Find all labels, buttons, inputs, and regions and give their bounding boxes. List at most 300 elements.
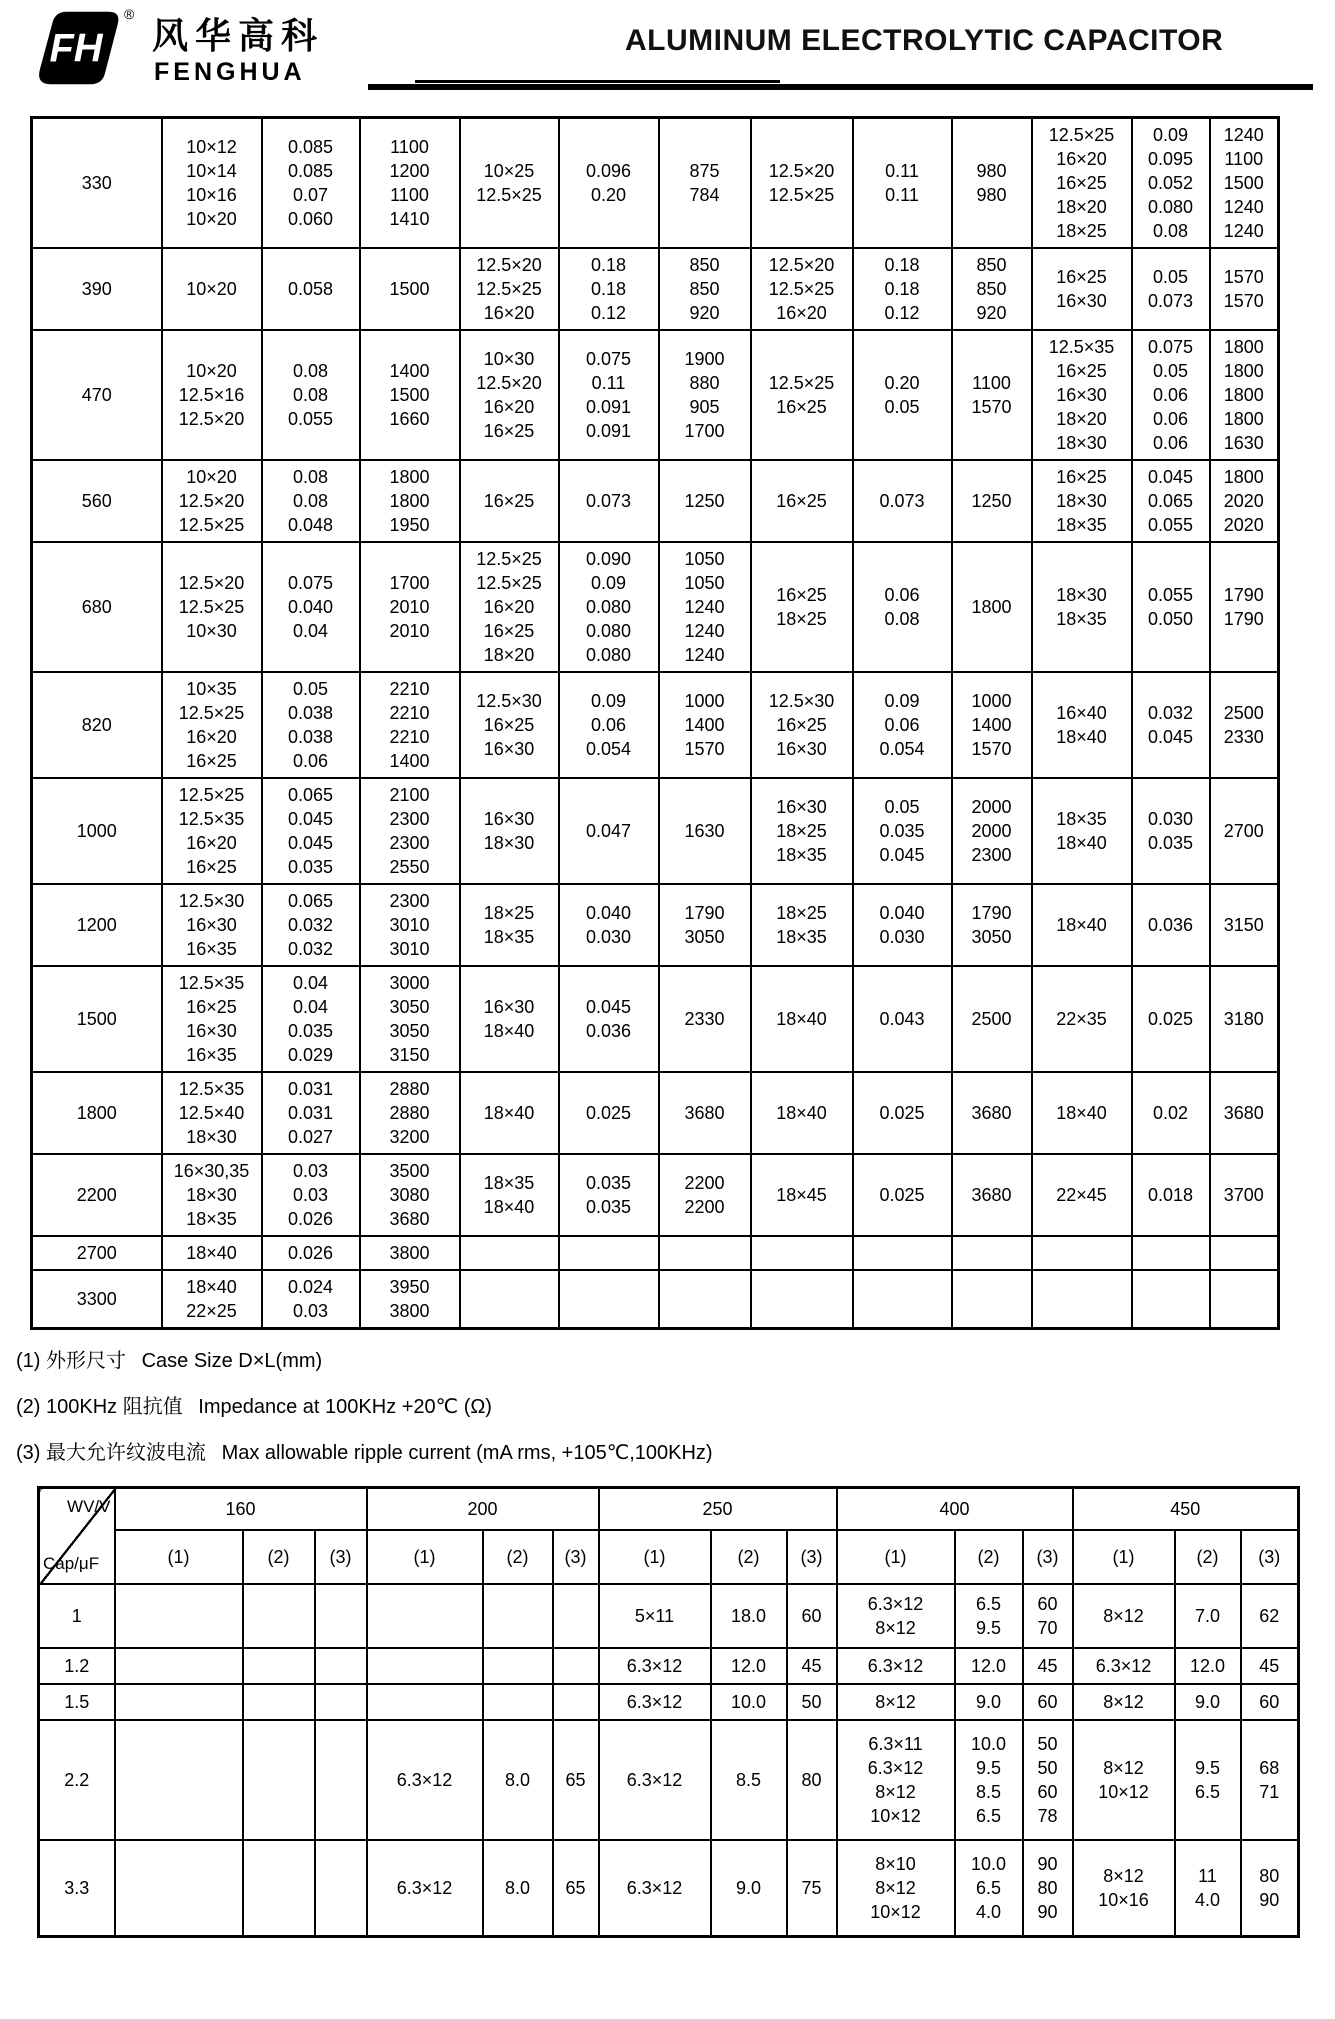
impedance-cell	[243, 1584, 315, 1648]
table-row	[32, 884, 1279, 966]
cell-line: 3050	[389, 1021, 430, 1041]
cell-line: 1800	[389, 467, 430, 487]
ripple-current-cell	[952, 1154, 1032, 1236]
cell-line: 6.5	[1194, 1782, 1221, 1802]
impedance-cell	[711, 1840, 787, 1936]
case-size-cell	[751, 884, 853, 966]
cell-line: 0.05	[884, 797, 920, 817]
cell-line: 0.029	[287, 1045, 334, 1065]
cell-line: 60	[801, 1606, 822, 1626]
case-size-cell	[1032, 460, 1132, 542]
case-size-cell	[751, 966, 853, 1072]
cell-line: 1630	[1223, 433, 1264, 453]
cell-line: 784	[689, 185, 720, 205]
cell-line: 1410	[389, 209, 430, 229]
page-title: ALUMINUM ELECTROLYTIC CAPACITOR	[625, 24, 1224, 57]
cell-line: 16×25	[483, 491, 535, 511]
cell-line: 10×30	[483, 349, 535, 369]
cell-line: 2550	[389, 857, 430, 877]
ripple-current-cell	[659, 542, 751, 672]
cell-line: 16×40	[1056, 703, 1107, 723]
impedance-cell	[559, 248, 659, 330]
capacitance-cell: 1800	[32, 1072, 162, 1154]
cell-line: 0.045	[879, 845, 925, 865]
cell-line: 60	[1259, 1692, 1280, 1712]
page-header	[0, 0, 1335, 108]
cell-line: 1500	[1223, 173, 1264, 193]
impedance-cell	[1175, 1840, 1241, 1936]
impedance-cell	[559, 460, 659, 542]
impedance-cell	[262, 542, 360, 672]
ripple-current-cell	[787, 1720, 837, 1840]
cell-line: 16×20	[483, 597, 535, 617]
cell-line: 1000	[684, 691, 725, 711]
cell-line: 18×25	[776, 821, 827, 841]
impedance-cell	[1132, 248, 1210, 330]
cell-line: 18×30	[1056, 585, 1107, 605]
ripple-current-cell	[952, 966, 1032, 1072]
impedance-cell	[262, 1270, 360, 1329]
ripple-current-cell	[1210, 1072, 1279, 1154]
case-size-cell	[460, 248, 559, 330]
cell-line: 8×12	[875, 1692, 916, 1712]
cell-line: 12.5×20	[768, 161, 835, 181]
cell-line: 16×25	[1056, 173, 1107, 193]
table-row	[32, 672, 1279, 778]
cell-line: 12.5×30	[178, 891, 245, 911]
case-size-cell	[751, 1270, 853, 1329]
cell-line: 1240	[1223, 197, 1264, 217]
cell-line: 0.096	[585, 161, 632, 181]
cell-line: 9.0	[975, 1692, 1002, 1712]
impedance-cell	[1132, 460, 1210, 542]
cell-line: 8×12	[1103, 1758, 1144, 1778]
case-size-cell	[162, 1072, 262, 1154]
cell-line: 60	[1037, 1782, 1058, 1802]
cell-line: 18×20	[1056, 197, 1107, 217]
cell-line: 18×35	[1056, 809, 1107, 829]
case-size-cell	[1073, 1648, 1175, 1684]
cell-line: 6.3×12	[867, 1594, 924, 1614]
cell-line: 0.02	[1152, 1103, 1189, 1123]
case-size-cell	[751, 1072, 853, 1154]
ripple-current-cell	[659, 330, 751, 460]
cell-line: 0.11	[885, 161, 919, 181]
cell-line: 12.5×20	[768, 255, 835, 275]
cell-line: 6.3×11	[868, 1734, 923, 1754]
ripple-current-cell	[360, 330, 460, 460]
cell-line: 6.3×12	[626, 1692, 683, 1712]
cell-line: 0.024	[287, 1277, 334, 1297]
cell-line: 0.073	[585, 491, 632, 511]
case-size-cell	[599, 1840, 711, 1936]
cell-line: 16×25	[483, 421, 535, 441]
case-size-cell	[460, 1154, 559, 1236]
cell-line: 0.045	[1147, 727, 1194, 747]
cell-line: 6.3×12	[626, 1770, 683, 1790]
cell-line: 0.025	[879, 1103, 925, 1123]
ripple-current-cell	[1241, 1684, 1299, 1720]
impedance-cell	[1132, 330, 1210, 460]
impedance-cell	[853, 1072, 952, 1154]
impedance-cell	[711, 1720, 787, 1840]
cell-line: 18×35	[776, 927, 827, 947]
cell-line: 18×40	[483, 1103, 535, 1123]
cell-line: 16×30	[1056, 385, 1107, 405]
case-size-cell	[460, 460, 559, 542]
capacitance-cell: 330	[32, 118, 162, 249]
column-index-header: (1)	[1073, 1530, 1175, 1584]
ripple-current-cell	[1210, 778, 1279, 884]
cell-line: 10×16	[1098, 1889, 1149, 1910]
ripple-current-cell	[952, 1072, 1032, 1154]
cell-line: 18×40	[483, 1197, 535, 1217]
ripple-current-cell	[1023, 1684, 1073, 1720]
cell-line: 8.5	[735, 1770, 762, 1790]
column-index-header: (3)	[1241, 1530, 1299, 1584]
column-index-header: (1)	[367, 1530, 483, 1584]
case-size-cell	[1032, 118, 1132, 249]
impedance-cell	[1175, 1684, 1241, 1720]
cell-line: 12.5×25	[768, 185, 835, 205]
cell-line: 0.18	[590, 279, 627, 299]
cell-line: 8×12	[875, 1877, 916, 1898]
ripple-current-cell	[659, 884, 751, 966]
case-size-cell	[1032, 672, 1132, 778]
voltage-header: 400	[837, 1488, 1073, 1531]
case-size-cell	[162, 330, 262, 460]
impedance-cell	[243, 1840, 315, 1936]
ripple-current-cell	[360, 672, 460, 778]
cell-line: 2880	[389, 1079, 430, 1099]
cell-line: 10×20	[186, 279, 237, 299]
ripple-current-cell	[315, 1584, 367, 1648]
column-index-header: (2)	[243, 1530, 315, 1584]
ripple-current-cell	[1023, 1584, 1073, 1648]
table-row	[39, 1684, 1299, 1720]
case-size-cell	[162, 672, 262, 778]
cell-line: 0.026	[287, 1243, 334, 1263]
cell-line: 0.050	[1147, 609, 1194, 629]
ripple-current-cell	[787, 1584, 837, 1648]
cell-line: 12.5×25	[1048, 125, 1115, 145]
cell-line: 0.045	[287, 809, 334, 829]
cell-line: 3150	[389, 1045, 430, 1065]
cell-line: 920	[689, 303, 720, 323]
case-size-cell	[367, 1720, 483, 1840]
capacitance-cell: 2200	[32, 1154, 162, 1236]
case-size-cell	[460, 1072, 559, 1154]
case-size-cell	[751, 118, 853, 249]
cell-line: 0.18	[590, 255, 627, 275]
ripple-current-cell	[553, 1720, 599, 1840]
cell-line: 18×35	[1056, 515, 1107, 535]
cell-line: 0.035	[585, 1197, 632, 1217]
ripple-current-cell	[360, 966, 460, 1072]
cell-line: 0.036	[585, 1021, 632, 1041]
impedance-cell	[1132, 778, 1210, 884]
cell-line: 0.065	[287, 785, 334, 805]
cell-line: 18×25	[1056, 221, 1107, 241]
cell-line: 0.05	[1152, 361, 1189, 381]
case-size-cell	[115, 1648, 243, 1684]
impedance-cell	[1132, 1270, 1210, 1329]
cell-line: 18×30	[186, 1185, 237, 1205]
impedance-cell	[1132, 1236, 1210, 1270]
impedance-cell	[559, 966, 659, 1072]
impedance-cell	[483, 1840, 553, 1936]
table-row	[32, 1072, 1279, 1154]
cell-line: 2200	[684, 1173, 725, 1193]
ripple-current-cell	[952, 1270, 1032, 1329]
cell-line: 0.026	[287, 1209, 334, 1229]
cell-line: 3010	[389, 915, 430, 935]
column-index-header: (3)	[553, 1530, 599, 1584]
case-size-cell	[1073, 1840, 1175, 1936]
column-index-header: (1)	[115, 1530, 243, 1584]
case-size-cell	[460, 330, 559, 460]
cell-line: 2010	[389, 621, 430, 641]
capacitance-cell: 390	[32, 248, 162, 330]
table-row	[39, 1584, 1299, 1648]
cell-line: 1800	[1223, 409, 1264, 429]
cell-line: 8×12	[875, 1782, 916, 1802]
impedance-cell	[1132, 1072, 1210, 1154]
cell-line: 0.091	[585, 421, 632, 441]
cell-line: 1000	[971, 691, 1012, 711]
cell-line: 1570	[971, 397, 1012, 417]
case-size-cell	[837, 1584, 955, 1648]
cell-line: 18×40	[1056, 833, 1107, 853]
column-index-header: (1)	[837, 1530, 955, 1584]
ripple-current-cell	[360, 778, 460, 884]
cell-line: 0.04	[292, 973, 329, 993]
cell-line: 1800	[1223, 361, 1264, 381]
table-row	[32, 778, 1279, 884]
cell-line: 18×45	[776, 1185, 827, 1205]
capacitance-cell: 680	[32, 542, 162, 672]
ripple-current-cell	[659, 248, 751, 330]
cell-line: 2210	[389, 703, 430, 723]
capacitance-cell: 820	[32, 672, 162, 778]
case-size-cell	[115, 1840, 243, 1936]
cell-line: 1400	[971, 715, 1012, 735]
case-size-cell	[367, 1684, 483, 1720]
cell-line: 1950	[389, 515, 430, 535]
cell-line: 1250	[971, 491, 1012, 511]
impedance-cell	[853, 330, 952, 460]
cell-line: 0.08	[884, 609, 920, 629]
cell-line: 0.045	[585, 997, 632, 1017]
cell-line: 16×20	[776, 303, 827, 323]
cell-line: 70	[1037, 1618, 1058, 1638]
impedance-cell	[262, 248, 360, 330]
impedance-cell	[262, 460, 360, 542]
table-row	[32, 1270, 1279, 1329]
cell-line: 3700	[1223, 1185, 1264, 1205]
impedance-cell	[559, 778, 659, 884]
case-size-cell	[837, 1840, 955, 1936]
cell-line: 16×25	[483, 621, 535, 641]
cell-line: 2880	[389, 1103, 430, 1123]
column-index-header: (3)	[787, 1530, 837, 1584]
cell-line: 12.5×35	[178, 973, 245, 993]
cell-line: 65	[565, 1770, 586, 1790]
brand-name-chinese: 风华高科	[152, 15, 325, 56]
cell-line: 12.5×40	[178, 1103, 245, 1123]
cell-line: 12.5×25	[476, 185, 542, 205]
cell-line: 0.040	[287, 597, 334, 617]
cell-line: 0.075	[585, 349, 632, 369]
cell-line: 65	[565, 1877, 586, 1898]
cell-line: 18×20	[1056, 409, 1107, 429]
cell-line: 16×25	[776, 491, 827, 511]
cell-line: 0.035	[287, 1021, 334, 1041]
cell-line: 0.073	[1147, 291, 1194, 311]
cell-line: 1400	[389, 751, 430, 771]
ripple-current-cell	[553, 1684, 599, 1720]
ripple-current-cell	[1023, 1840, 1073, 1936]
cell-line: 1700	[389, 573, 430, 593]
ripple-current-cell	[1210, 460, 1279, 542]
cell-line: 1200	[389, 161, 430, 181]
case-size-cell	[1032, 1154, 1132, 1236]
cell-line: 0.080	[585, 621, 632, 641]
ripple-current-cell	[952, 460, 1032, 542]
cell-line: 2000	[971, 797, 1012, 817]
cell-line: 0.035	[879, 821, 925, 841]
cell-line: 3050	[389, 997, 430, 1017]
cell-line: 3080	[389, 1185, 430, 1205]
cell-line: 18×30	[1056, 491, 1107, 511]
cell-line: 80	[1037, 1877, 1058, 1898]
cell-line: 3200	[389, 1127, 430, 1147]
cell-line: 12.5×35	[1048, 337, 1115, 357]
table-row	[32, 118, 1279, 249]
cell-line: 16×30	[483, 997, 535, 1017]
impedance-cell	[1175, 1720, 1241, 1840]
footnote-ripple-current	[16, 1440, 1335, 1466]
cell-line: 3000	[389, 973, 430, 993]
cell-line: 0.09	[1152, 125, 1189, 145]
column-index-header: (3)	[1023, 1530, 1073, 1584]
footnote-impedance	[16, 1394, 1335, 1420]
cell-line: 2200	[684, 1197, 725, 1217]
cell-line: 90	[1259, 1889, 1280, 1910]
cell-line: 45	[1259, 1656, 1280, 1676]
ripple-current-cell	[360, 1072, 460, 1154]
cell-line: 16×25	[776, 585, 827, 605]
cell-line: 10×20	[186, 467, 237, 487]
cell-line: 11	[1198, 1865, 1217, 1886]
cell-line: 10×14	[186, 161, 237, 181]
cell-line: 1250	[684, 491, 725, 511]
cell-line: 0.058	[287, 279, 334, 299]
ripple-current-cell	[315, 1720, 367, 1840]
case-size-cell	[367, 1840, 483, 1936]
cell-line: 22×45	[1056, 1185, 1107, 1205]
cell-line: 18.0	[730, 1606, 767, 1626]
impedance-cell	[559, 1154, 659, 1236]
capacitance-cell: 3300	[32, 1270, 162, 1329]
cell-line: 850	[976, 279, 1007, 299]
cell-line: 1570	[684, 739, 725, 759]
column-index-header: (1)	[599, 1530, 711, 1584]
cell-line: 16×30	[776, 797, 827, 817]
footnote-number: (2)	[16, 1396, 41, 1418]
cell-line: 18×40	[776, 1009, 827, 1029]
impedance-cell	[711, 1584, 787, 1648]
corner-label-capacitance: Cap/μF	[43, 1554, 100, 1573]
cell-line: 90	[1037, 1901, 1058, 1922]
cell-line: 0.05	[1152, 267, 1189, 287]
cell-line: 920	[976, 303, 1007, 323]
cell-line: 16×20	[186, 833, 237, 853]
cell-line: 850	[689, 279, 720, 299]
cell-line: 1790	[1223, 585, 1264, 605]
cell-line: 0.04	[292, 997, 329, 1017]
ripple-current-cell	[1210, 1270, 1279, 1329]
cell-line: 0.09	[590, 573, 627, 593]
ripple-current-cell	[360, 1154, 460, 1236]
cell-line: 6.3×12	[1095, 1656, 1152, 1676]
impedance-cell	[711, 1648, 787, 1684]
ripple-current-cell	[553, 1648, 599, 1684]
cell-line: 1790	[1223, 609, 1264, 629]
impedance-cell	[1132, 966, 1210, 1072]
cell-line: 3150	[1223, 915, 1264, 935]
case-size-cell	[460, 884, 559, 966]
cell-line: 0.08	[292, 385, 329, 405]
ripple-current-cell	[1023, 1648, 1073, 1684]
cell-line: 18×30	[1056, 433, 1107, 453]
cell-line: 0.091	[585, 397, 632, 417]
case-size-cell	[1032, 778, 1132, 884]
cell-line: 12.5×25	[178, 597, 245, 617]
cell-line: 1800	[1223, 385, 1264, 405]
cell-line: 0.075	[287, 573, 334, 593]
cell-line: 18×30	[186, 1127, 237, 1147]
case-size-cell	[162, 118, 262, 249]
cell-line: 0.065	[1147, 491, 1194, 511]
table-row	[32, 966, 1279, 1072]
capacitance-cell: 1000	[32, 778, 162, 884]
cell-line: 0.085	[287, 161, 334, 181]
case-size-cell	[460, 118, 559, 249]
case-size-cell	[162, 1154, 262, 1236]
cell-line: 3680	[1223, 1103, 1264, 1123]
cell-line: 1660	[389, 409, 430, 429]
cell-line: 18×40	[1056, 1103, 1107, 1123]
cell-line: 1240	[684, 645, 725, 665]
capacitance-cell: 2700	[32, 1236, 162, 1270]
case-size-cell	[1073, 1584, 1175, 1648]
cell-line: 0.030	[1147, 809, 1194, 829]
cell-line: 12.5×35	[178, 1079, 245, 1099]
cell-line: 0.025	[585, 1103, 632, 1123]
case-size-cell	[367, 1648, 483, 1684]
cell-line: 10×16	[186, 185, 237, 205]
impedance-cell	[1132, 542, 1210, 672]
ripple-current-cell	[659, 1154, 751, 1236]
footnote-number: (1)	[16, 1350, 41, 1372]
cell-line: 10×20	[186, 361, 237, 381]
capacitance-cell: 1	[39, 1584, 115, 1648]
cell-line: 12.5×20	[476, 255, 542, 275]
cell-line: 2300	[389, 833, 430, 853]
cell-line: 8×12	[1103, 1606, 1144, 1626]
cell-line: 18×35	[483, 927, 535, 947]
